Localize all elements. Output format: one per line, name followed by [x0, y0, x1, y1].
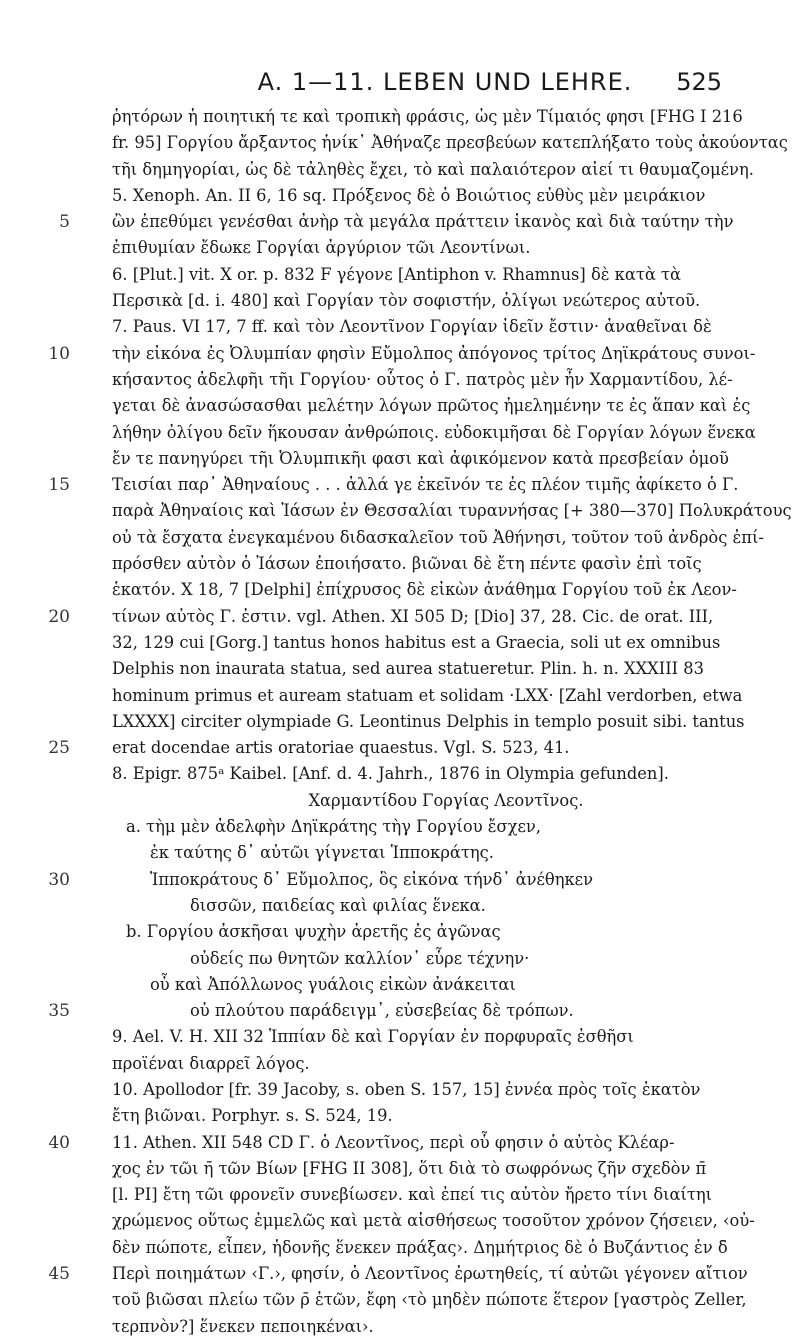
line-text: ὢν ἐπεθύμει γενέσθαι ἀνὴρ τὰ μεγάλα πράττειν ἱκανὸς καὶ διὰ ταύτην τὴν	[112, 212, 734, 232]
line-text: 9. Ael. V. H. XII 32 Ἱππίαν δὲ καὶ Γοργίαν ἐν πορφυραῖς ἐσθῆσι	[112, 1027, 634, 1047]
text-line	[112, 972, 780, 998]
line-text: b. Γοργίου ἀσκῆσαι ψυχὴν ἀρετῆς ἐς ἀγῶνας	[126, 922, 501, 942]
line-text: τοῦ βιῶσαι πλείω τῶν ρ̄ ἐτῶν, ἔφη ‹τὸ μηδὲν πώποτε ἕτερον [γαστρὸς Zeller,	[112, 1290, 747, 1310]
text-line	[112, 761, 780, 787]
line-text: τὴν εἰκόνα ἐς Ὀλυμπίαν φησὶν Εὔμολπος ἀπόγονος τρίτος Δηϊκράτους συνοι-	[112, 343, 756, 363]
text-line	[48, 472, 780, 498]
line-text: ἑκατόν. X 18, 7 [Delphi] ἐπίχρυσος δὲ εἰκὼν ἀνάθημα Γοργίου τοῦ ἐκ Λεον-	[112, 580, 737, 600]
line-text: hominum primus et auream statuam et solidam ·LXX· [Zahl verdorben, etwa	[112, 685, 743, 705]
line-text: ἔν τε πανηγύρει τῆι Ὀλυμπικῆι φασι καὶ ἀφικόμενον κατὰ πρεσβείαν ὁμοῦ	[112, 448, 729, 468]
line-text: Delphis non inaurata statua, sed aurea statueretur. Plin. h. n. XXXIII 83	[112, 659, 704, 679]
text-line	[112, 577, 780, 603]
line-number: 20	[48, 606, 70, 627]
page-number: 525	[676, 68, 722, 96]
line-text: ἔτη βιῶναι. Porphyr. s. S. 524, 19.	[112, 1106, 393, 1126]
line-text: Ἱπποκράτους δ᾽ Εὔμολπος, ὃς εἰκόνα τήνδ᾽ ἀνέθηκεν	[150, 869, 593, 889]
text-line	[112, 709, 780, 735]
text-line	[112, 1314, 780, 1340]
text-line	[112, 919, 780, 945]
text-line	[112, 683, 780, 709]
text-line	[112, 1287, 780, 1313]
running-head	[168, 68, 722, 96]
line-text: Τεισίαι παρ᾽ Ἀθηναίους . . . ἀλλά γε ἐκεῖνόν τε ἐς πλέον τιμῆς ἀφίκετο ὁ Γ.	[112, 475, 739, 495]
line-text: τῆι δημηγορίαι, ὡς δὲ τἀληθὲς ἔχει, τὸ καὶ παλαιότερον αἰεί τι θαυμαζομένη.	[112, 159, 754, 179]
text-line	[112, 946, 780, 972]
text-line	[48, 341, 780, 367]
line-number: 40	[48, 1132, 70, 1153]
text-line	[112, 814, 780, 840]
text-line	[112, 367, 780, 393]
text-line	[112, 1208, 780, 1234]
text-line	[112, 551, 780, 577]
text-line	[112, 446, 780, 472]
line-text: [l. ΡΙ] ἔτη τῶι φρονεῖν συνεβίωσεν. καὶ ἐπεί τις αὐτὸν ἤρετο τίνι διαίτηι	[112, 1185, 713, 1205]
line-text: ῥητόρων ἡ ποιητική τε καὶ τροπικὴ φράσις, ὡς μὲν Τίμαιός φησι [FHG I 216	[112, 107, 743, 126]
text-line	[112, 630, 780, 656]
body-text	[48, 104, 792, 1340]
line-text: δισσῶν, παιδείας καὶ φιλίας ἕνεκα.	[190, 895, 486, 915]
text-line	[112, 420, 780, 446]
line-text: οὐδείς πω θνητῶν καλλίον᾽ εὗρε τέχνην·	[190, 948, 530, 968]
text-line	[112, 1103, 780, 1129]
line-number: 35	[48, 1001, 70, 1022]
text-line	[112, 788, 780, 814]
text-line	[112, 656, 780, 682]
line-text: χρώμενος οὕτως ἐμμελῶς καὶ μετὰ αἰσθήσεως τοσοῦτον χρόνον ζήσειεν, ‹οὐ-	[112, 1211, 755, 1231]
line-text: a. τὴμ μὲν ἀδελφὴν Δηϊκράτης τὴγ Γοργίου ἔσχεν,	[126, 817, 541, 837]
line-text: τερπνὸν?] ἕνεκεν πεποιηκέναι›.	[112, 1316, 374, 1336]
line-text: Χαρμαντίδου Γοργίας Λεοντῖνος.	[308, 790, 584, 810]
text-line	[59, 209, 780, 235]
line-text: οὐ τὰ ἔσχατα ἐνεγκαμένου διδασκαλεῖον τοῦ Ἀθήνησι, τοῦτον τοῦ ἀνδρὸς ἐπί-	[112, 527, 764, 547]
line-text: fr. 95] Γοργίου ἄρξαντος ἡνίκ᾽ Ἀθήναζε πρεσβεύων κατεπλήξατο τοὺς ἀκούοντας	[112, 133, 788, 153]
line-text: λήθην ὀλίγου δεῖν ἥκουσαν ἀνθρώποις. εὐδοκιμῆσαι δὲ Γοργίαν λόγων ἕνεκα	[112, 422, 756, 442]
page-header-title: A. 1—11. LEBEN UND LEHRE.	[257, 68, 633, 96]
text-line	[48, 998, 780, 1024]
text-line	[112, 183, 780, 209]
line-text: προϊέναι διαρρεῖ λόγος.	[112, 1053, 310, 1073]
text-line	[112, 1156, 780, 1182]
text-line	[112, 235, 780, 261]
text-line	[112, 314, 780, 340]
line-text: ἐπιθυμίαν ἔδωκε Γοργίαι ἀργύριον τῶι Λεοντίνωι.	[112, 238, 531, 258]
text-line	[112, 498, 792, 524]
line-text: κήσαντος ἀδελφῆι τῆι Γοργίου· οὗτος ὁ Γ. πατρὸς μὲν ἦν Χαρμαντίδου, λέ-	[112, 369, 733, 389]
line-text: πρόσθεν αὐτὸν ὁ Ἰάσων ἐποιήσατο. βιῶναι δὲ ἔτη πέντε φασὶν ἐπὶ τοῖς	[112, 554, 702, 574]
line-text: 11. Athen. XII 548 CD Γ. ὁ Λεοντῖνος, περὶ οὗ φησιν ὁ αὐτὸς Κλέαρ-	[112, 1132, 675, 1152]
text-line	[112, 1182, 780, 1208]
line-text: erat docendae artis oratoriae quaestus. Vgl. S. 523, 41.	[112, 738, 570, 758]
text-line	[112, 288, 780, 314]
line-text: 32, 129 cui [Gorg.] tantus honos habitus est a Graecia, soli ut ex omnibus	[112, 632, 721, 652]
text-line	[112, 893, 780, 919]
line-number: 10	[48, 343, 70, 364]
text-line	[112, 393, 780, 419]
text-line	[112, 262, 780, 288]
text-line	[48, 604, 780, 630]
line-text: τίνων αὐτὸς Γ. ἐστιν. vgl. Athen. XI 505 D; [Dio] 37, 28. Cic. de orat. III,	[112, 606, 714, 626]
line-text: 8. Epigr. 875ᵃ Kaibel. [Anf. d. 4. Jahrh., 1876 in Olympia gefunden].	[112, 764, 669, 784]
text-line	[48, 1261, 780, 1287]
line-text: γεται δὲ ἀνασώσασθαι μελέτην λόγων πρῶτος ἠμελημένην τε ἐς ἅπαν καὶ ἐς	[112, 396, 751, 416]
line-number: 45	[48, 1264, 70, 1285]
line-text: 7. Paus. VI 17, 7 ff. καὶ τὸν Λεοντῖνον Γοργίαν ἰδεῖν ἔστιν· ἀναθεῖναι δὲ	[112, 317, 712, 337]
line-text: δὲν πώποτε, εἶπεν, ἡδονῆς ἕνεκεν πράξας›. Δημήτριος δὲ ὁ Βυζάντιος ἐν δ̄	[112, 1237, 728, 1257]
text-line	[112, 840, 780, 866]
line-text: παρὰ Ἀθηναίοις καὶ Ἰάσων ἐν Θεσσαλίαι τυραννήσας [+ 380—370] Πολυκράτους	[112, 501, 792, 521]
text-line	[112, 130, 788, 156]
line-text: ἐκ ταύτης δ᾽ αὐτῶι γίγνεται Ἱπποκράτης.	[150, 843, 494, 863]
text-line	[112, 1024, 780, 1050]
text-line	[48, 735, 780, 761]
line-number: 15	[48, 475, 70, 496]
text-line	[112, 525, 780, 551]
line-number: 25	[48, 738, 70, 759]
line-text: 5. Xenoph. An. II 6, 16 sq. Πρόξενος δὲ ὁ Βοιώτιος εὐθὺς μὲν μειράκιον	[112, 185, 706, 205]
text-line	[112, 104, 780, 130]
text-line	[112, 1235, 780, 1261]
text-line	[112, 157, 780, 183]
text-line	[48, 867, 780, 893]
line-number: 5	[59, 212, 70, 233]
line-text: LXXXX] circiter olympiade G. Leontinus Delphis in templo posuit sibi. tantus	[112, 711, 745, 731]
line-text: 6. [Plut.] vit. X or. p. 832 F γέγονε [Antiphon v. Rhamnus] δὲ κατὰ τὰ	[112, 264, 682, 284]
text-line	[48, 1130, 780, 1156]
line-text: οὐ πλούτου παράδειγμ᾽, εὐσεβείας δὲ τρόπων.	[190, 1001, 574, 1021]
line-text: 10. Apollodor [fr. 39 Jacoby, s. oben S. 157, 15] ἐννέα πρὸς τοῖς ἑκατὸν	[112, 1079, 701, 1099]
text-line	[112, 1051, 780, 1077]
line-text: Περὶ ποιημάτων ‹Γ.›, φησίν, ὁ Λεοντῖνος ἐρωτηθείς, τί αὐτῶι γέγονεν αἴτιον	[112, 1264, 748, 1284]
line-text: οὗ καὶ Ἀπόλλωνος γυάλοις εἰκὼν ἀνάκειται	[150, 974, 516, 994]
text-line	[112, 1077, 780, 1103]
line-text: Περσικὰ [d. i. 480] καὶ Γοργίαν τὸν σοφιστήν, ὀλίγωι νεώτερος αὐτοῦ.	[112, 291, 701, 311]
line-text: χος ἐν τῶι η̄ τῶν Βίων [FHG II 308], ὅτι διὰ τὸ σωφρόνως ζῆν σχεδὸν π̄	[112, 1158, 707, 1178]
line-number: 30	[48, 869, 70, 890]
